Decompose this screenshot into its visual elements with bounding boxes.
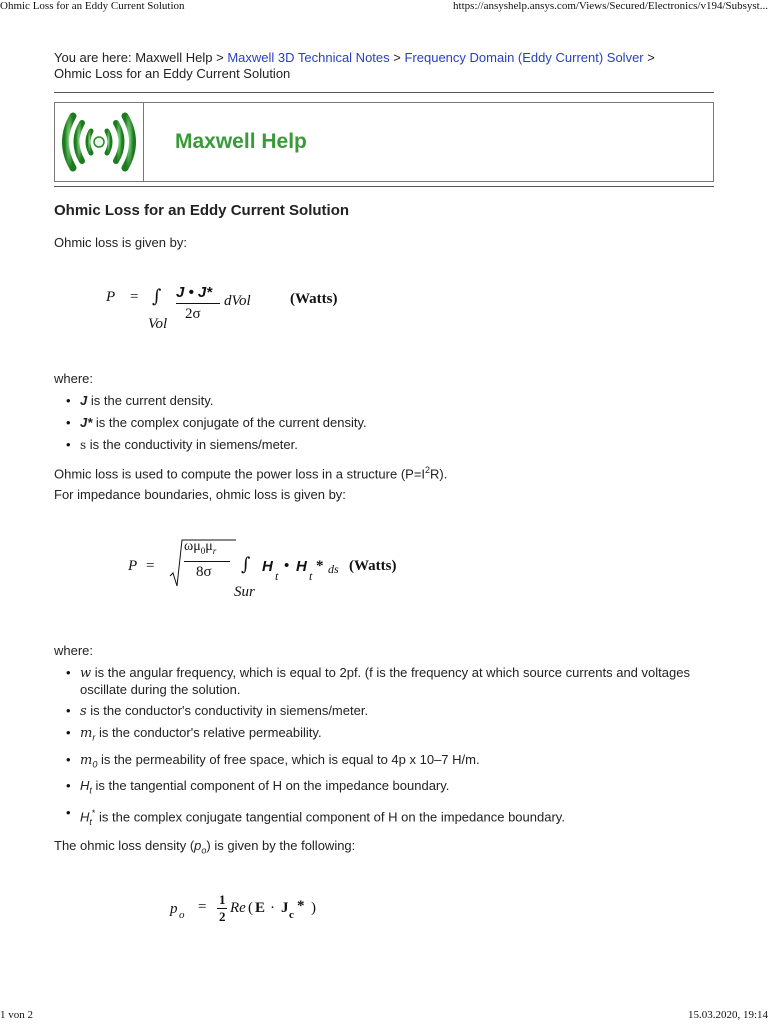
where-label: where: [54, 643, 94, 658]
help-banner [54, 102, 714, 182]
symbol: s [80, 438, 87, 452]
symbol-subscript: t [89, 785, 92, 796]
breadcrumb-separator: > [643, 50, 655, 65]
list-item [54, 703, 714, 720]
banner-title: Maxwell Help [175, 130, 307, 153]
where-label: where: [54, 371, 94, 386]
eq2-fraction-bar [184, 561, 230, 562]
eq2-r-subscript: r [212, 545, 217, 556]
list-item [54, 752, 714, 773]
eq3-lhs: p [170, 901, 178, 917]
eq2-t2: t [309, 569, 313, 583]
eq2-equals: = [146, 558, 155, 574]
density-text [54, 838, 714, 859]
symbol: w [80, 666, 92, 681]
symbol-subscript: r [92, 732, 96, 743]
eq1-equals: = [130, 289, 139, 305]
page-title: Ohmic Loss for an Eddy Current Solution [54, 202, 350, 219]
print-footer [0, 1009, 768, 1023]
list-item [54, 415, 714, 431]
eq3-dot: · [270, 900, 275, 916]
list-item [54, 393, 714, 409]
eq1-dvol: dVol [224, 293, 251, 309]
symbol-subscript: t [89, 816, 92, 827]
density-before: The ohmic loss density ( [54, 837, 195, 853]
eq2-t1: t [275, 569, 279, 583]
equation-loss-density [170, 892, 370, 932]
wave-logo-icon [55, 103, 143, 181]
eq3-close-paren: ) [311, 900, 316, 916]
eq3-e: E [255, 900, 266, 916]
list-item-text: is the permeability of free space, which is equal to 4p x 10–7 H/m. [97, 751, 480, 767]
symbol-superscript: * [91, 807, 96, 818]
breadcrumb-link-technical-notes[interactable]: Maxwell 3D Technical Notes [227, 50, 390, 65]
list-item-text: is the tangential component of H on the impedance boundary. [91, 778, 450, 794]
eq2-mu-subscript: 0 [200, 545, 206, 556]
eq1-fraction-bar [176, 303, 220, 304]
list-item-text: is the conductor's conductivity in siemens/meter. [86, 703, 369, 718]
list-item-text: is the complex conjugate of the current density. [92, 415, 367, 430]
eq3-fraction-numerator: 1 [219, 892, 226, 907]
power-loss-before: Ohmic loss is used to compute the power loss in a structure (P=I [54, 466, 426, 482]
eq3-lhs-subscript: o [179, 909, 185, 921]
eq1-numerator: J • J* [176, 284, 213, 301]
symbol: H [80, 809, 90, 825]
eq1-lhs: P [106, 289, 116, 305]
eq2-numerator [184, 539, 216, 556]
eq1-integral-subscript: Vol [148, 316, 168, 332]
eq2-lhs: P [128, 558, 138, 574]
eq2-h2: H [296, 558, 307, 575]
symbol: J [80, 393, 88, 408]
eq2-denominator: 8σ [196, 564, 212, 580]
breadcrumb [54, 50, 714, 82]
list-item-text: is the current density. [87, 393, 214, 408]
eq2-h1: H [262, 558, 273, 575]
eq2-units: (Watts) [349, 558, 397, 574]
page-number: 1 von 2 [0, 1009, 33, 1021]
intro-text: Ohmic loss is given by: [54, 235, 187, 250]
eq2-integral-subscript: Sur [234, 584, 255, 600]
density-symbol: p [194, 837, 202, 853]
impedance-intro: For impedance boundaries, ohmic loss is given by: [54, 487, 346, 503]
print-timestamp: 15.03.2020, 19:14 [687, 1009, 768, 1021]
print-header [0, 0, 768, 14]
power-loss-exponent: 2 [425, 465, 431, 475]
list-item-text: is the complex conjugate tangential component of H on the impedance boundary. [95, 809, 565, 825]
symbol-subscript: 0 [92, 759, 98, 770]
list-item [54, 805, 714, 830]
eq3-j-subscript: c [289, 909, 294, 921]
eq2-omega-mu: ωμ [184, 539, 201, 554]
eq3-equals: = [198, 899, 207, 915]
eq1-units: (Watts) [290, 291, 338, 307]
symbol: m [80, 726, 93, 741]
breadcrumb-current: Ohmic Loss for an Eddy Current Solution [54, 66, 291, 81]
breadcrumb-prefix: You are here: Maxwell Help > [54, 50, 228, 65]
equation-ohmic-loss [106, 280, 366, 340]
eq3-re: Re [230, 900, 246, 916]
eq2-mu: μ [205, 539, 213, 554]
list-item-text: is the angular frequency, which is equal to 2pf. (f is the frequency at which source currents and voltages oscillate during the solution. [80, 665, 690, 697]
where-list-2 [54, 665, 714, 830]
eq3-open-paren: ( [248, 900, 253, 916]
divider [54, 186, 714, 187]
eq2-dot: • [284, 558, 290, 574]
eq2-integral-sign: ∫ [241, 554, 251, 575]
power-loss-text [54, 462, 714, 482]
eq3-star: * [297, 898, 305, 914]
list-item [54, 437, 714, 453]
symbol: J* [80, 415, 93, 430]
where-list-1 [54, 393, 714, 453]
maxwell-logo [55, 103, 144, 181]
list-item [54, 725, 714, 746]
density-subscript: o [201, 845, 207, 856]
where-section-1 [54, 371, 714, 503]
print-header-title: Ohmic Loss for an Eddy Current Solution [0, 0, 185, 12]
list-item-text: is the conductor's relative permeability. [95, 725, 322, 740]
breadcrumb-separator: > [389, 50, 405, 65]
list-item-text: is the conductivity in siemens/meter. [86, 437, 298, 452]
eq3-j: J [281, 900, 289, 916]
list-item [54, 778, 714, 799]
symbol: m [80, 752, 93, 768]
eq1-integral-sign: ∫ [152, 286, 162, 307]
symbol: s [80, 704, 87, 719]
power-loss-after: R). [430, 466, 448, 482]
where-section-2 [54, 643, 714, 858]
page-content [54, 50, 714, 251]
eq1-denominator: 2σ [185, 306, 201, 322]
symbol: H [80, 778, 90, 794]
eq2-ds: ds [328, 562, 339, 576]
list-item [54, 665, 714, 698]
print-header-url: https://ansyshelp.ansys.com/Views/Secured/Electronics/v194/Subsyst... [453, 0, 768, 12]
eq2-star: * [316, 558, 324, 574]
breadcrumb-link-eddy-current-solver[interactable]: Frequency Domain (Eddy Current) Solver [404, 50, 644, 65]
density-after: ) is given by the following: [206, 837, 356, 853]
equation-impedance-loss [128, 536, 428, 606]
eq3-fraction-denominator: 2 [219, 909, 226, 924]
